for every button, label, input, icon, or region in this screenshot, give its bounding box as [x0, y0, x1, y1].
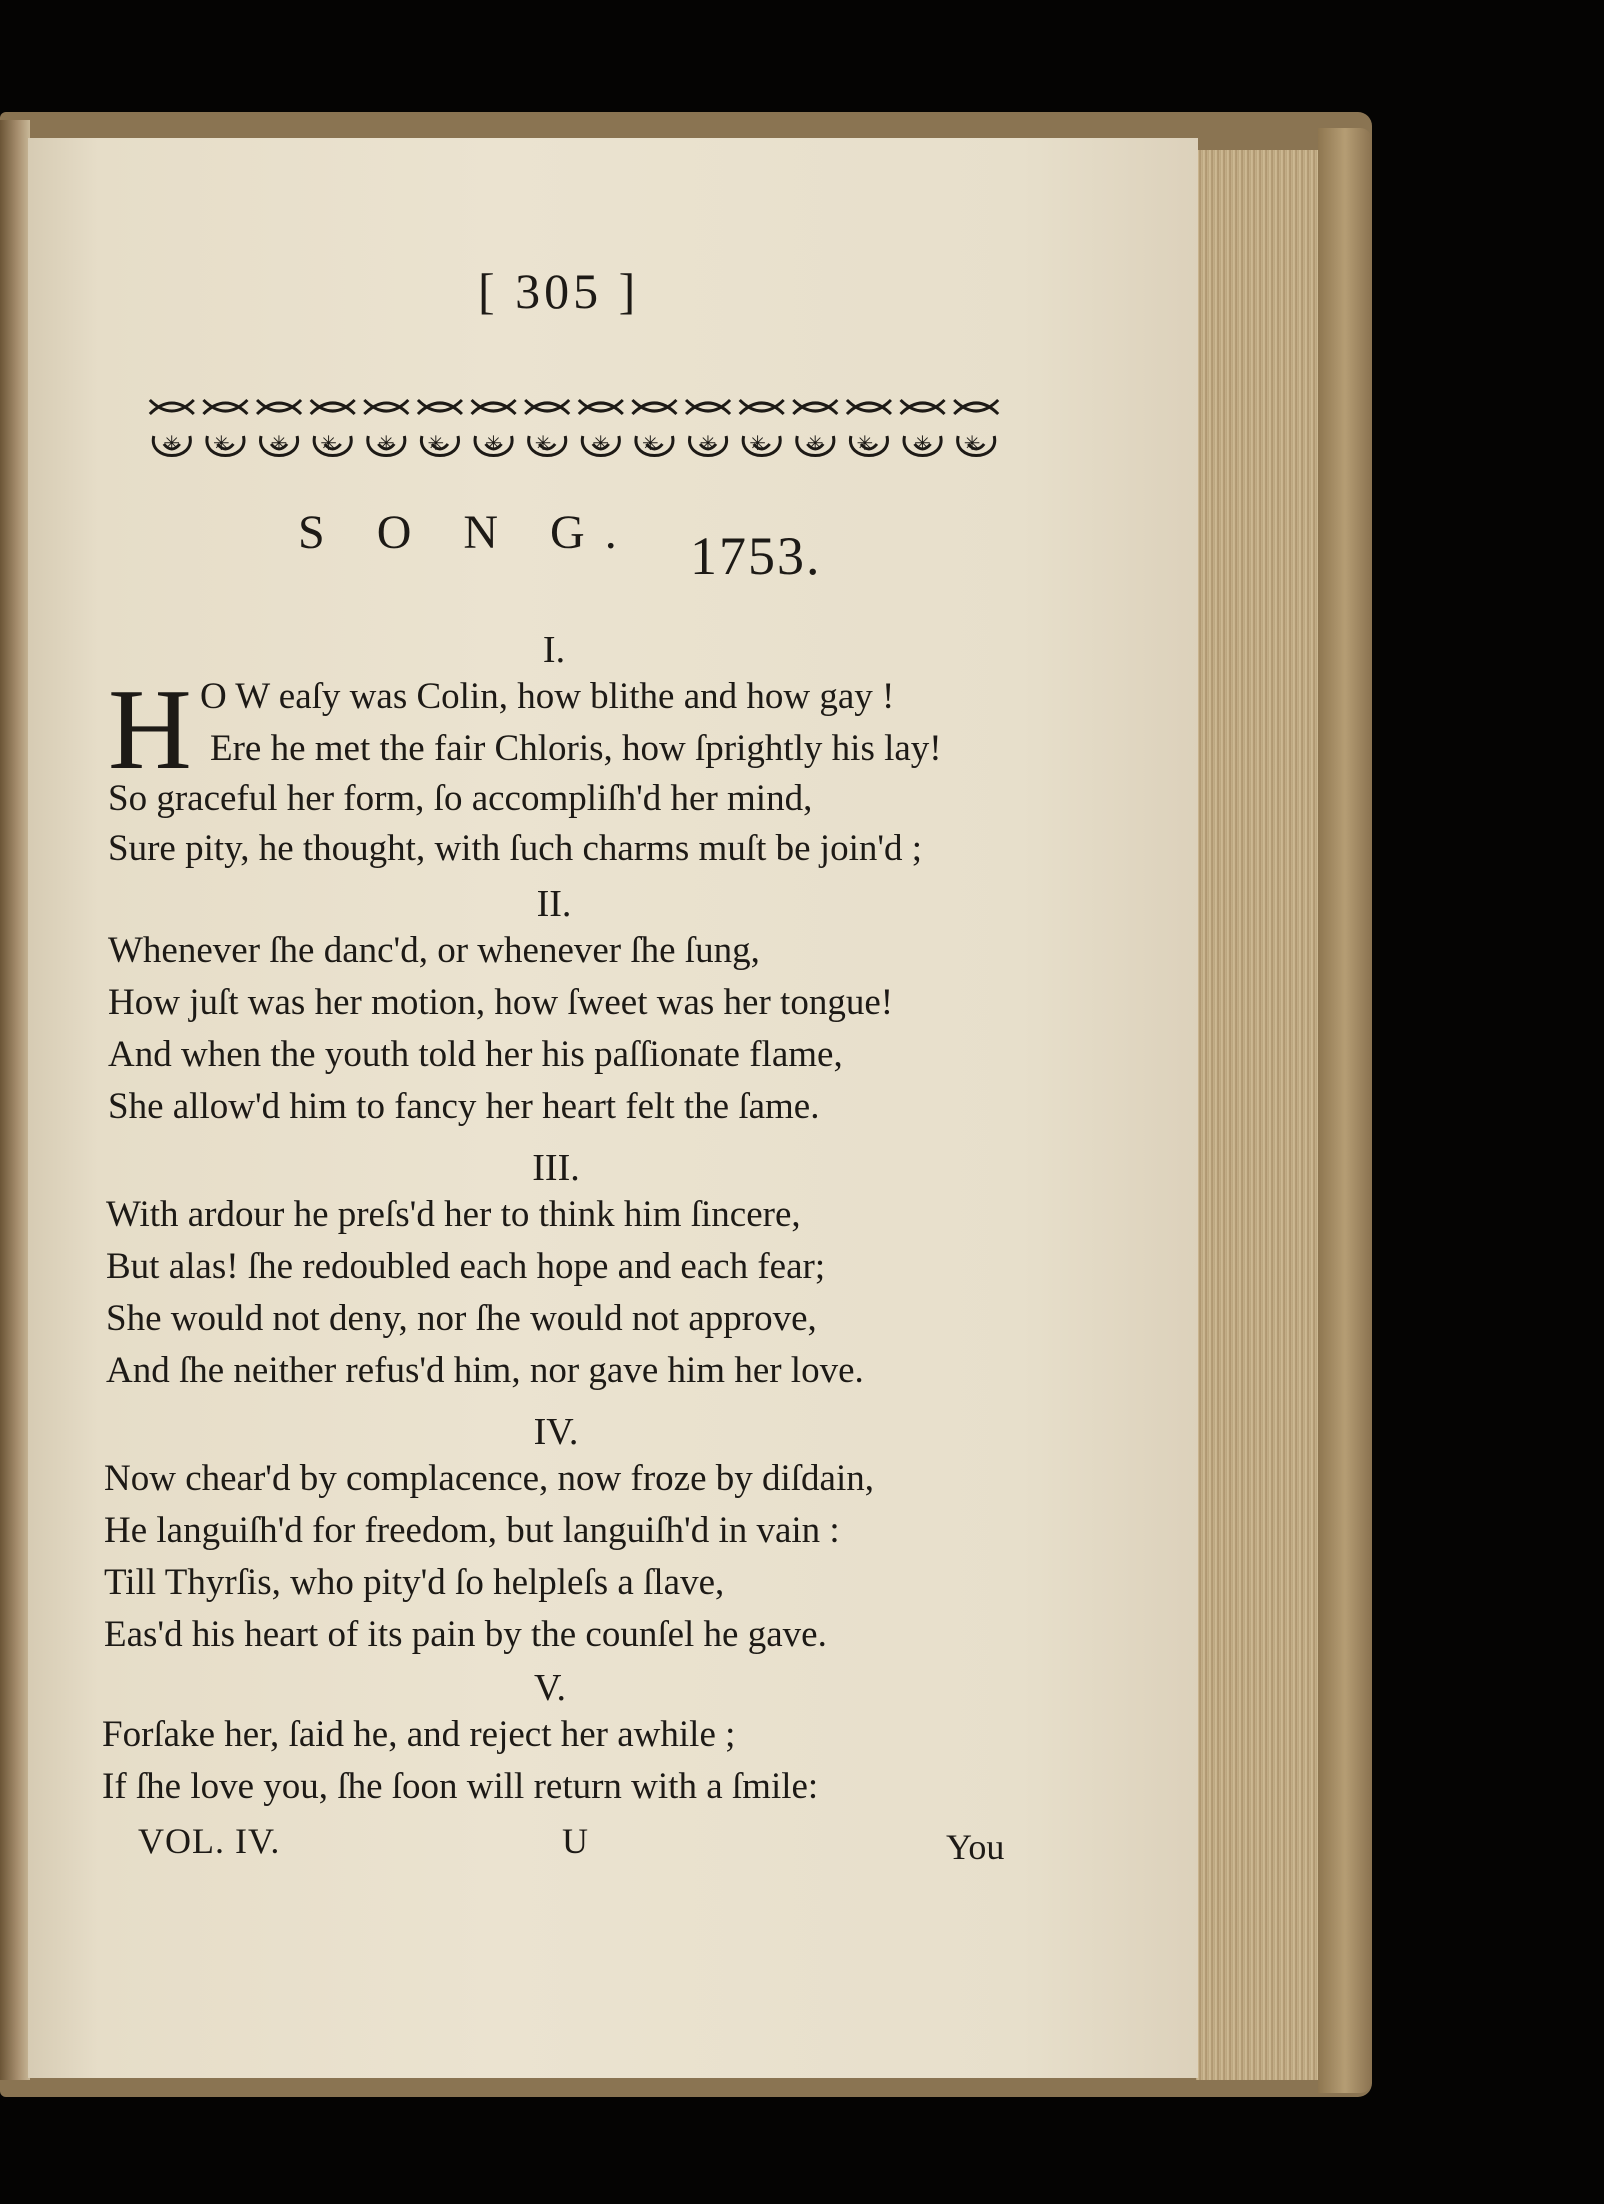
verse-line: If ſhe love you, ſhe ſoon will return with a ſmile: [102, 1766, 819, 1807]
stanza-numeral-3: III. [532, 1147, 580, 1189]
stanza-numeral-4: IV. [533, 1411, 579, 1453]
verse-line: But alas! ſhe redoubled each hope and each fear; [106, 1246, 826, 1287]
verse-line: Now chear'd by complacence, now froze by diſdain, [104, 1458, 875, 1499]
svg-text:✳: ✳ [642, 431, 659, 455]
svg-text:✳: ✳ [320, 431, 338, 455]
svg-text:✳: ✳ [485, 431, 502, 455]
verse-line: Ere he met the fair Chloris, how ſprightly his lay! [210, 728, 942, 769]
book-cover-edge [1318, 128, 1372, 2093]
verse-line: Sure pity, he thought, with ſuch charms muſt be join'd ; [108, 828, 923, 869]
verse-line: So graceful her form, ſo accompliſh'd her mind, [108, 778, 813, 819]
verse-line: O W eaſy was Colin, how blithe and how gay ! [200, 676, 895, 717]
verse-line: She allow'd him to fancy her heart felt the ſame. [108, 1086, 820, 1127]
verse-line: And ſhe neither refus'd him, nor gave him her love. [106, 1350, 864, 1391]
stanza-numeral-2: II. [536, 883, 572, 925]
page-edges [1196, 150, 1323, 2080]
verse-line: He languiſh'd for freedom, but languiſh'd in vain : [104, 1510, 840, 1551]
gathering-signature: U [562, 1821, 588, 1861]
svg-text:✳: ✳ [270, 431, 288, 455]
svg-text:✳: ✳ [749, 431, 767, 455]
svg-text:✳: ✳ [377, 431, 395, 455]
stanza-numeral-5: V. [533, 1667, 567, 1709]
verse-line: And when the youth told her his paſſionate flame, [108, 1034, 843, 1075]
verse-line: Eas'd his heart of its pain by the counſel he gave. [104, 1614, 827, 1655]
svg-text:✳: ✳ [914, 431, 931, 455]
song-year: 1753. [690, 526, 822, 586]
svg-text:✳: ✳ [592, 431, 610, 455]
catchword: You [946, 1827, 1005, 1867]
svg-text:✳: ✳ [213, 431, 230, 455]
song-title: S O N G. [298, 506, 637, 559]
verse-line: Till Thyrſis, who pity'd ſo helpleſs a ſlave, [104, 1562, 725, 1603]
verse-line: Forſake her, ſaid he, and reject her awhile ; [102, 1714, 736, 1755]
svg-text:✳: ✳ [963, 431, 981, 455]
svg-text:✳: ✳ [856, 431, 874, 455]
svg-text:✳: ✳ [534, 431, 552, 455]
svg-text:✳: ✳ [163, 431, 181, 455]
book-spine-edge [0, 120, 30, 2080]
volume-signature: VOL. IV. [138, 1821, 281, 1861]
drop-cap: H [108, 666, 192, 794]
verse-line: How juſt was her motion, how ſweet was her tongue! [108, 982, 894, 1023]
page-number-header: [ 305 ] [478, 263, 640, 319]
svg-text:✳: ✳ [806, 431, 824, 455]
svg-text:✳: ✳ [427, 431, 445, 455]
verse-line: Whenever ſhe danc'd, or whenever ſhe ſung, [108, 930, 760, 971]
svg-text:✳: ✳ [699, 431, 717, 455]
stanza-numeral-1: I. [542, 629, 566, 671]
verse-line: She would not deny, nor ſhe would not approve, [106, 1298, 817, 1339]
decorative-ornament-band [145, 392, 1003, 470]
verse-line: With ardour he preſs'd her to think him ſincere, [106, 1194, 801, 1235]
